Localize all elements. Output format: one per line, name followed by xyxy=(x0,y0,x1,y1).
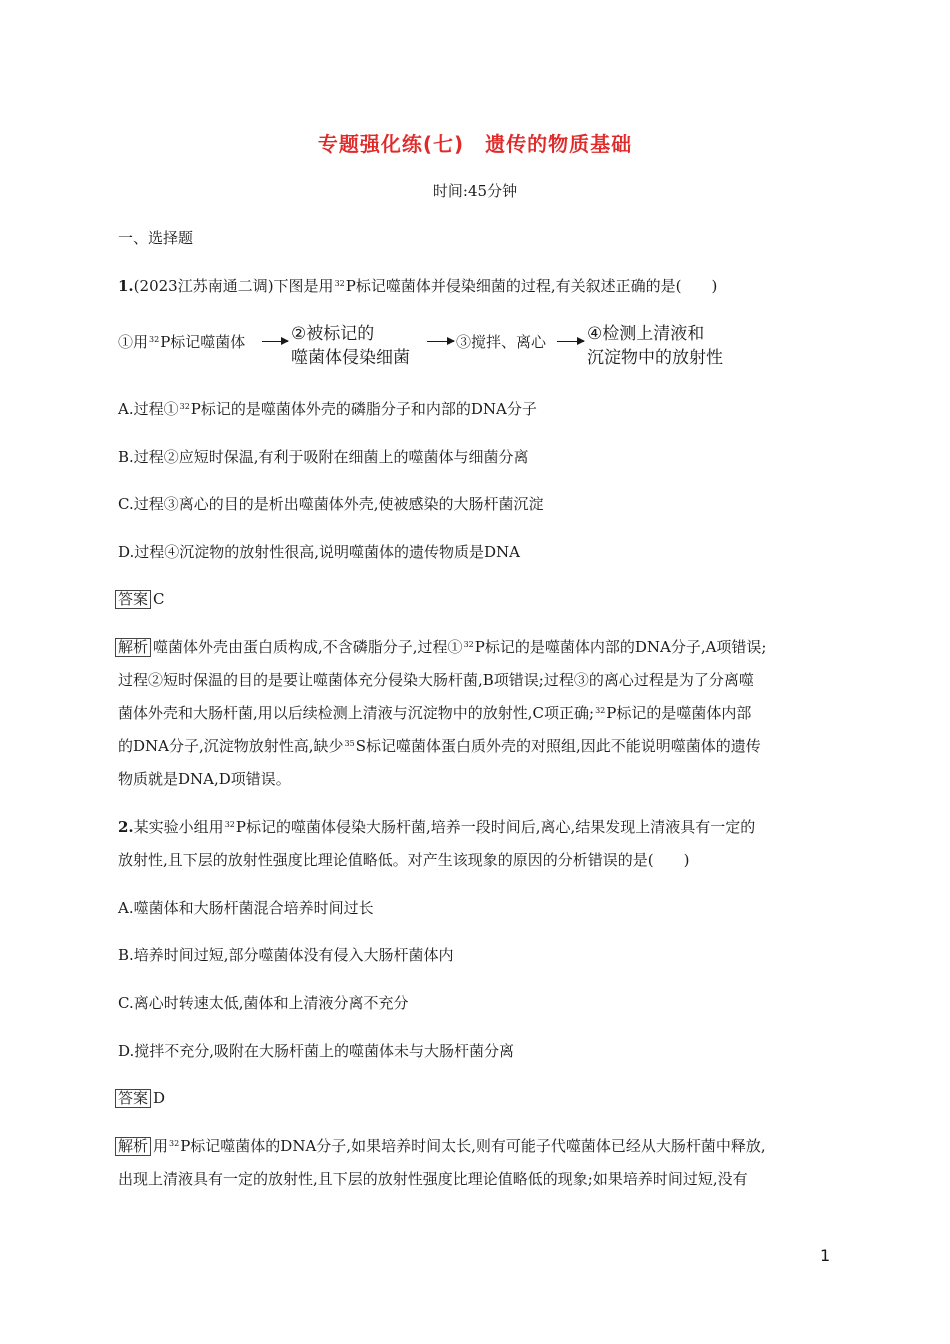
page-number: 1 xyxy=(820,1246,831,1265)
answer-value: D xyxy=(153,1089,166,1107)
question-1-number: 1. xyxy=(118,277,134,295)
analysis-mass: 32 xyxy=(595,706,606,715)
flow-step-1 xyxy=(118,332,245,352)
analysis-text: 菌体外壳和大肠杆菌,用以后续检测上清液与沉淀物中的放射性,C项正确; xyxy=(118,704,595,722)
question-1-analysis-line-1 xyxy=(115,637,766,657)
time-limit: 时间:45分钟 xyxy=(432,182,518,200)
page-title: 专题强化练(七) 遗传的物质基础 xyxy=(317,132,633,156)
analysis-text: P标记的是噬菌体内部 xyxy=(606,704,752,722)
flow-step-3: ③搅拌、离心 xyxy=(456,333,547,351)
question-1-stem xyxy=(118,276,717,296)
question-2-analysis-line-1 xyxy=(115,1136,766,1156)
question-2-option-d: D.搅拌不充分,吸附在大肠杆菌上的噬菌体未与大肠杆菌分离 xyxy=(118,1042,515,1060)
answer-label: 答案 xyxy=(115,590,151,609)
analysis-text: 的DNA分子,沉淀物放射性高,缺少 xyxy=(118,737,344,755)
question-2-stem-line-1 xyxy=(118,817,755,837)
question-1-option-a xyxy=(118,399,537,419)
flow-arrow-3 xyxy=(557,341,584,342)
question-2-answer xyxy=(115,1088,165,1108)
question-1-analysis-line-2: 过程②短时保温的目的是要让噬菌体充分侵染大肠杆菌,B项错误;过程③的离心过程是为了分离噬 xyxy=(118,671,754,689)
flow-step-4 xyxy=(587,322,723,370)
isotope-mass: 32 xyxy=(224,820,235,829)
analysis-text: 用 xyxy=(153,1137,169,1155)
option-a-pre: A.过程① xyxy=(118,400,179,418)
question-1-answer xyxy=(115,589,165,609)
analysis-text: P标记的是噬菌体内部的DNA分子,A项错误; xyxy=(474,638,767,656)
question-2-stem-pre: 某实验小组用 xyxy=(133,818,224,836)
question-2-analysis-line-2: 出现上清液具有一定的放射性,且下层的放射性强度比理论值略低的现象;如果培养时间过短,没有 xyxy=(118,1170,748,1188)
analysis-mass: 35 xyxy=(344,739,355,748)
analysis-text: P标记噬菌体的DNA分子,如果培养时间太长,则有可能子代噬菌体已经从大肠杆菌中释放, xyxy=(180,1137,766,1155)
question-2-option-b: B.培养时间过短,部分噬菌体没有侵入大肠杆菌体内 xyxy=(118,946,454,964)
analysis-mass: 32 xyxy=(169,1139,180,1148)
question-2-stem-line-2: 放射性,且下层的放射性强度比理论值略低。对产生该现象的原因的分析错误的是( ) xyxy=(118,851,690,869)
question-2-option-c: C.离心时转速太低,菌体和上清液分离不充分 xyxy=(118,994,409,1012)
isotope-mass: 32 xyxy=(334,279,345,288)
question-1-option-d: D.过程④沉淀物的放射性很高,说明噬菌体的遗传物质是DNA xyxy=(118,543,521,561)
flow-step-1-mass: 32 xyxy=(149,335,160,344)
option-a-mass: 32 xyxy=(179,402,190,411)
flow-step-1-pre: ①用 xyxy=(118,333,149,351)
flow-step-4-line-1: ④检测上清液和 xyxy=(587,324,705,344)
question-2-number: 2. xyxy=(118,818,134,836)
analysis-label: 解析 xyxy=(115,638,151,657)
answer-label: 答案 xyxy=(115,1089,151,1108)
flow-step-4-line-2: 沉淀物中的放射性 xyxy=(587,348,723,368)
question-1-stem-pre: (2023江苏南通二调)下图是用 xyxy=(133,277,334,295)
answer-value: C xyxy=(153,590,165,608)
question-2-stem-post: P标记的噬菌体侵染大肠杆菌,培养一段时间后,离心,结果发现上清液具有一定的 xyxy=(235,818,756,836)
flow-step-1-post: P标记噬菌体 xyxy=(160,333,246,351)
question-1-analysis-line-5: 物质就是DNA,D项错误。 xyxy=(118,770,291,788)
flow-arrow-1 xyxy=(262,341,288,342)
analysis-label: 解析 xyxy=(115,1137,151,1156)
analysis-mass: 32 xyxy=(463,640,474,649)
question-1-analysis-line-3 xyxy=(118,703,751,723)
analysis-text: 噬菌体外壳由蛋白质构成,不含磷脂分子,过程① xyxy=(153,638,463,656)
question-2-option-a: A.噬菌体和大肠杆菌混合培养时间过长 xyxy=(118,899,374,917)
option-a-post: P标记的是噬菌体外壳的磷脂分子和内部的DNA分子 xyxy=(190,400,537,418)
section-heading: 一、选择题 xyxy=(118,229,194,247)
question-1-option-b: B.过程②应短时保温,有利于吸附在细菌上的噬菌体与细菌分离 xyxy=(118,448,529,466)
flow-step-2-line-2: 噬菌体侵染细菌 xyxy=(291,348,410,368)
flow-step-2-line-1: ②被标记的 xyxy=(291,324,375,344)
question-1-stem-post: P标记噬菌体并侵染细菌的过程,有关叙述正确的是( ) xyxy=(345,277,718,295)
question-1-analysis-line-4 xyxy=(118,736,761,756)
question-1-option-c: C.过程③离心的目的是析出噬菌体外壳,使被感染的大肠杆菌沉淀 xyxy=(118,495,544,513)
flow-step-2 xyxy=(291,322,410,370)
flow-arrow-2 xyxy=(427,341,454,342)
analysis-text: S标记噬菌体蛋白质外壳的对照组,因此不能说明噬菌体的遗传 xyxy=(355,737,761,755)
